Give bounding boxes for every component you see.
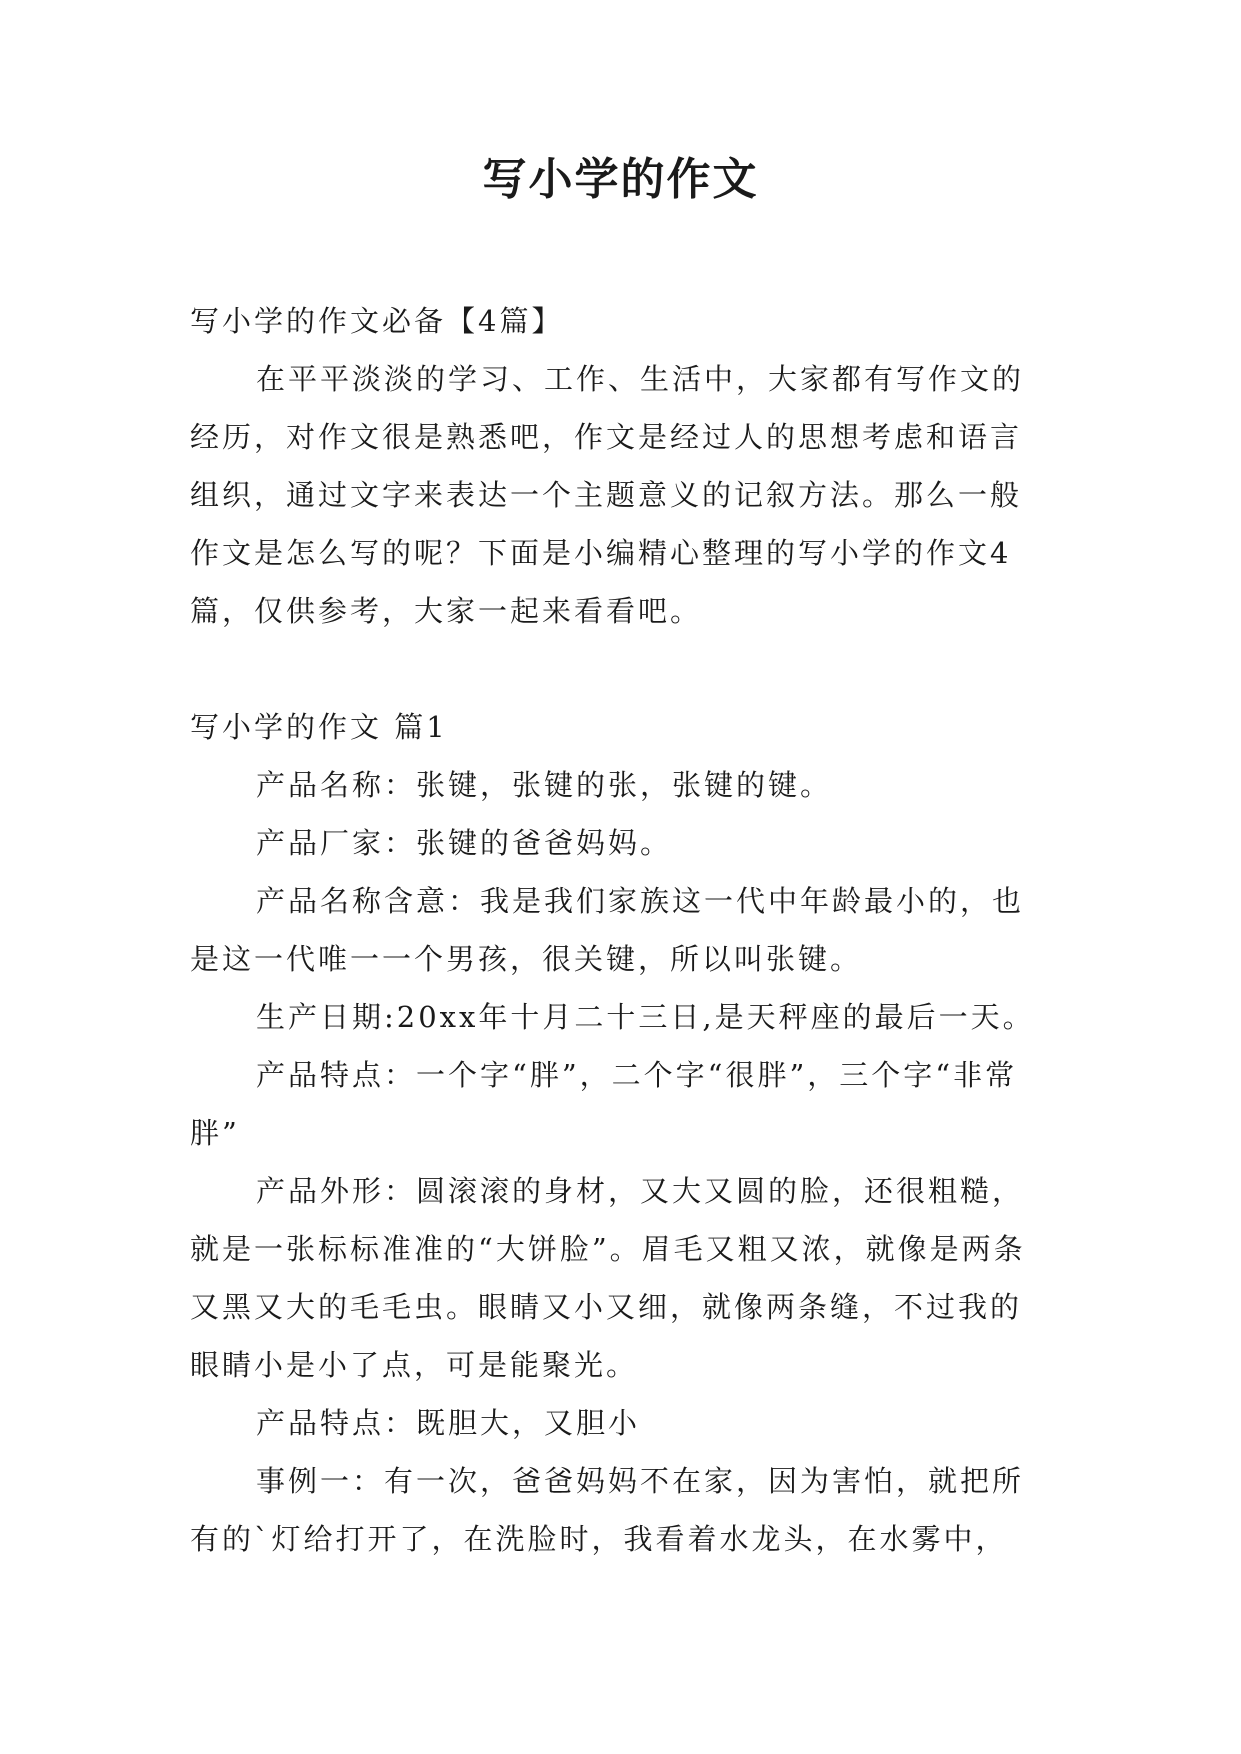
paragraph-example-one: 事例一：有一次，爸爸妈妈不在家，因为害怕，就把所有的`灯给打开了，在洗脸时，我看着水龙头，在水雾中，	[190, 1464, 1025, 1556]
paragraph-personality: 产品特点：既胆大，又胆小	[256, 1406, 641, 1440]
paragraph-name-meaning: 产品名称含意：我是我们家族这一代中年龄最小的，也是这一代唯一一个男孩，很关键，所以叫张键。	[190, 884, 1025, 976]
paragraph-product-name: 产品名称：张键，张键的张，张键的键。	[256, 768, 833, 802]
intro-paragraph: 在平平淡淡的学习、工作、生活中，大家都有写作文的经历，对作文很是熟悉吧，作文是经过人的思想考虑和语言组织，通过文字来表达一个主题意义的记叙方法。那么一般作文是怎么写的呢？下面是小编精心整理的写小学的作文4篇，仅供参考，大家一起来看看吧。	[190, 362, 1025, 628]
paragraph-manufacturer: 产品厂家：张键的爸爸妈妈。	[256, 826, 673, 860]
paragraph-appearance: 产品外形：圆滚滚的身材，又大又圆的脸，还很粗糙，就是一张标标准准的“大饼脸”。眉毛又粗又浓，就像是两条又黑又大的毛毛虫。眼睛又小又细，就像两条缝，不过我的眼睛小是小了点，可是能聚光。	[190, 1174, 1026, 1382]
paragraph-production-date: 生产日期:20xx年十月二十三日,是天秤座的最后一天。	[256, 1000, 1035, 1034]
document-body	[190, 292, 1052, 1568]
paragraph-features: 产品特点：一个字“胖”，二个字“很胖”，三个字“非常胖”	[190, 1058, 1018, 1150]
document-title: 写小学的作文	[482, 154, 759, 205]
intro-heading: 写小学的作文必备【4篇】	[190, 304, 564, 338]
section-heading: 写小学的作文 篇1	[190, 710, 448, 744]
